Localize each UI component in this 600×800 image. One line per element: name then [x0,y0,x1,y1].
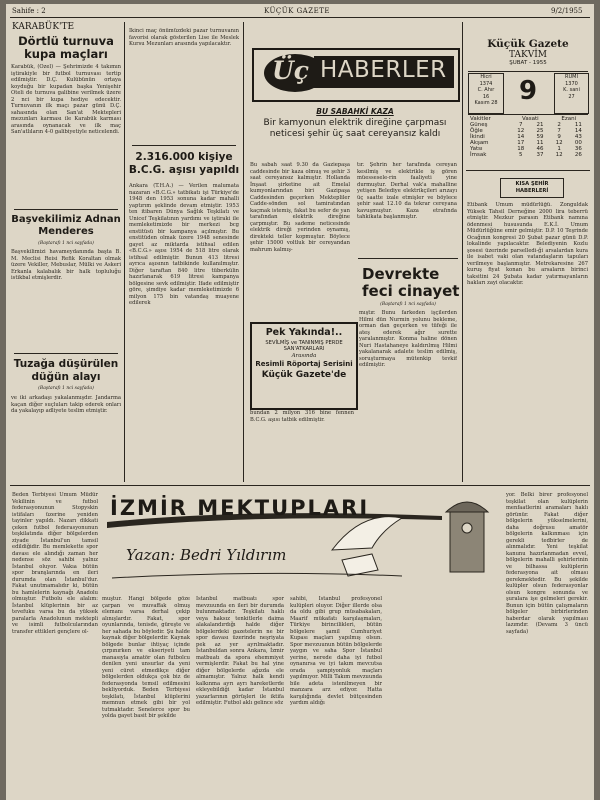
vakit-value: 43 [574,134,582,140]
vakit-value: 59 [536,134,544,140]
vakit-value: 21 [536,122,544,128]
ad-line-1: Pek Yakında!.. [265,327,343,338]
vakit-value: 1 [557,146,561,152]
col-divider-1 [124,22,125,482]
izmir-col-5: yor. Belki birer profesyonel teşkilat olan kulüplerin menfaatlerini aramaları haklı görünür. Fakat diğer bölgelerin yükselmelerini, daha doğrusu amatör bölgelerin kalkınması için gerekli tedbirler de alınmalıdır. Yeni teşkilat kanunu hazırlanmadan evvel, bölgelerin mahalli şehirlerinin ve bilhassa kulüplerin federasyona ait olması gerekmektedir. Bu şekilde kulüpler olsun federasyonlar olsun kongre sonunda ve şuralara işe gelmeleri gerekir. Bunun için bütün çalışmaların bölgeler birbirlerinden haberdar olarak yapılması lazımdır. (Devamı 3 üncü sayfada) [506,492,588,635]
turnuva-continued: İkinci maç önümüzdeki pazar turnuvanın favorisi olarak gösterilen Lise ile Meslek Kursu Mezunları arasında yapılacaktır. [129,28,239,47]
kisa-body: Etibank Umum müdürlüğü. Zonguldak Yüksek Tahsil Derneğine 2000 lira teberrü etmiştir. Mezkur parasın Etibank namına ödenmesi hususunda E.K.İ. Umum Müdürlüğüne emir gelmiştir. D.P. 10 Teşrinde Ocağının kongresi 20 Şubat pazar günü D.P. lokalinde yapılacaktır. Belediyenin Kozlu şosesi üzerinde parselledi-ği arsalardan kura ile isabet vaki olan vatandaşların tapuları verilmeye başlanmıştır. Metrekaresine 267 kuruş fiyat konan bu arsaların birinci taksitini 24 Şubata kadar yatırmayanların hakları zayi olacaktır. [467,202,588,286]
kasim-label: Kasım [474,100,490,106]
rule-1 [14,209,118,210]
col-divider-3 [462,22,463,482]
vakit-value: 14 [517,134,525,140]
menderes-headline: Başvekilimiz Adnan Menderes [11,214,121,237]
takvim-brand: Küçük Gazete [487,38,569,50]
rumi-year: 1370 [565,80,578,87]
izmir-col-2: muştur. Hangi bölgede göze çarpan ve muvaffak olmuş elemanı varsa derhal çekip alınışlardır. Fakat, spor oyunlarında, tenisde, güreşte ve her sahada bu böyledir. Şu halde kaynak diğer bölgelerdir. Kaynak bölgede bunlar ihtiyaç içinde çırpınırken ve ekseriyeti tam manasıyla amatör olan futbolcu denilen yeni unsurlar da yeni yeni cüret etmedikçe diğer bölgelerden oldukça çok biz de federasyonda temsil edilmesini bekliyorduk. Beden Terbiyesi teşkilatı, İstanbul klüplerini memnun etmek gibi bir yol tutmaktadır. Senelerce spor bu yolda gayet basit bir şekilde [102,596,190,719]
bcg-headline: 2.316.000 kişiye B.C.G. aşısı yapıldı [128,151,240,176]
logo-script: Üç [272,56,310,85]
menderes-body: Başvekilimizi havameydanında başta B. M. Meclisi Reisi Refik Koraltan olmak üzere Vekiller, Mebuslar, Mülki ve Askeri Erkanla kalabalık bir halk topluluğu istikbal etmişlerdir. [11,249,121,281]
issue-date: 9/2/1955 [551,7,583,15]
hicri-day: 16 [482,93,490,100]
col-vasati: Vasati [522,116,539,122]
vakit-value: 12 [517,128,525,134]
uc-haberler-logo [252,48,460,102]
vakit-value: 18 [517,146,525,152]
rumi-box [554,73,589,114]
vakit-value: 11 [536,140,544,146]
roportaj-ad [250,322,358,410]
hicri-box [468,73,504,114]
vakit-name: Yatsı [470,146,483,152]
byline-underline [112,573,402,578]
ad-line-2: SEVİLMİŞ ve TANINMIŞ PERDE SAN'ATKARLARI [265,340,343,353]
izmir-banner [102,490,502,590]
tower-dome [446,502,488,512]
tuzak-headline: Tuzağa düşürülen düğün alayı [13,358,119,383]
vakit-value: 7 [557,128,561,134]
takvim-label: TAKVİM [508,50,547,60]
vakit-value: 12 [555,140,563,146]
paper-name: KÜÇÜK GAZETE [264,7,330,15]
col-divider-2 [243,22,244,482]
menderes-source: (Baştarafı 1 nci sayfada) [38,241,94,246]
karabuk-kicker: KARABÜK'TE [12,22,75,32]
izmir-byline: Yazan: Bedri Yıldırım [126,546,287,564]
rule-5 [466,170,590,171]
izmir-banner-title: İZMİR MEKTUPLARI [110,496,370,520]
bcg-body: Ankara (T.H.A.) — Verilen malumata nazaran «B.C.G.» tatbikatı işi Türkiye'de 1948 den 1953 sonuna kadar mahalli yaptırım şeklinde devam etmiştir. 1953 ten itibaren Dünya Sağlık Teşkilatı ve Unicef Teşkilatının yardımı ve iştiraki ile memleketimizde bir merkezi bcg enstitüsü bir kampanya açılmıştır. Bu enstitüden olmak üzere 1948 senesinde gayet az miktarda istihsal edilen «B.C.G.» aşısı 1954 de 518 litre olarak istihsal edilmiştir. Bunun 413 litresi ayrıca aşısının tatbikinde kullanılmıştır. Diğer taraftan 840 litre tüberkülin hazırlanarak 619 litresi kampanya bölgesine sevk edilmiştir. Ifade edilmiştir göre, şimdiye kadar memleketimizde 6 milyon 175 bin vatandaş muayene edilerek [129,183,239,306]
cinayet-body: mıştır. Bunu farkeden işçilerden Hilmi dün Nurmin yolunu bekleme, orman dan geçerken ve tüfeği ile ateş ederek ağır surette yaralanmıştır. Konma haline dönen Nuri Hastahaneye kaldırılmış Hilmi yakalanarak adalete teslim edilmiş, soruşturmaya mütenkip tevkif edilmiştir. [359,310,457,368]
turnuva-headline: Dörtlü turnuva kupa maçları [18,34,114,61]
header-rule [10,17,590,18]
vakitler-table [468,116,588,158]
vakit-name: Güneş [470,122,488,128]
vakit-name: Akşam [470,140,489,146]
bcg-continued: bundan 2 milyon 316 bine fennen B.C.G. aşısı tatbik edilmiştir. [250,410,354,423]
vakit-value: 36 [574,146,582,152]
big-day: 9 [518,76,538,106]
vakit-value: 37 [536,152,544,158]
kaza-col-1: Bu sabah saat 9.30 da Gaziepaşa caddesinde bir kaza olmuş ve şehir 3 saat cereyansız kalmıştır. Hollanda İnşaat şirketine ait Emelal kumyonlarından biri Gazipaşa Caddesinden geçerken Mektepliler Cadde-sönden sol tamiratından kaçmak istemiş, fakat bu sefer de yan tarafından elektrik direğine çarpmıştır. Bu sademe neticesinde elektrik direği yerinden oynamış, direkteki teller kopmuştur. Böylece şehir 15000 voltluk bir cereyandan mahrum kalmış- [250,162,350,253]
col-vakitler: Vakitler [470,116,491,122]
col-ezani: Ezani [561,116,577,122]
vakit-value: 14 [574,128,582,134]
ad-line-3: Arasında [291,352,317,359]
kisa-heading-box [500,178,564,198]
cinayet-source: (Baştarafı 1 nci sayfada) [380,302,436,307]
vakit-value: 17 [517,140,525,146]
rumi-day: 27 [568,93,575,100]
vakit-value: 26 [574,152,582,158]
vakit-name: İmsak [470,152,487,158]
vakit-value: 7 [519,122,523,128]
hicri-head: Hicri [480,74,492,80]
vakit-row [468,152,588,158]
tuzak-source: (Baştarafı 1 nci sayfada) [38,386,94,391]
ad-line-4: Resimli Röportaj Serisini [255,359,353,368]
kisa-heading: KISA ŞEHİR HABERLERİ [515,181,549,194]
takvim-box [466,38,590,66]
vakit-name: Öğle [470,128,483,134]
cinayet-headline: Devrekte feci cinayet [362,265,460,300]
tower-clock [462,523,472,533]
hicri-month: C. Ahır [477,87,495,93]
izmir-col-1: Beden Terbiyesi Umum Müdür Vekilinin ve futbol federasyonunun Stopyskin istifaları üzerine yeniden tayinler yapıldı. Nazarı dikkati çeken futbol federasyonunun teşkilatında diğer bölgelerden ziyade İstanbul'un tamsil edildiğidir. Bu memlekette spor davası ele alındığı zaman her nedense söz sahibi yalnız İstanbul oluyor. Vakıa bütün spor branşlarında en ileri durumda olan İstanbul'dur. Fakat unutmamalıdır ki, bütün bu hamlelerin kaynağı Anadolu olmuştur. Futbolu ele alalım: İstanbul klüplerinin bir az tevefuku varsa bu da yüksek paralarla Anadolunun mektepli ve isimli futbolcularından transfer ettikleri gençlere ol- [12,492,98,635]
ad-line-5: Küçük Gazete'de [261,369,347,380]
rule-2 [14,353,118,354]
rumi-month: K. sani [563,87,580,93]
rumi-head: RUMİ [565,74,578,80]
vakit-value: 25 [536,128,544,134]
izmir-col-3: İstanbul matbuatı spor mevzuunda en ileri bir durumda bulunmaktadır. Teşkilatı haklı veya haksız tenkitlerle daima alakalandırdığı halde diğer bölgelerdeki gazetelerin ne bir spor davası üzerinde neşriyata pek az yer ayrılmaktadır. İstanbuldan sonra Ankara, İzmir matbuatı da spora ehemmiyet vermişlerdir. Fakat bu hal yine diğer bölgelerde ağızda ele almamıştır. Yalnız halk kendi kalkınma ayrı ayrı hareketlerde ekleyebildiği kadar İstanbul yazarlarının görüşleri ile iktifa edilmiştir. Futbol aklı gelince söz [196,596,284,706]
vakit-value: 11 [574,122,582,128]
vakit-name: İkindi [470,134,485,140]
newspaper-page [6,4,594,800]
page-number: Sahife : 2 [12,7,46,15]
vakit-value: 12 [555,152,563,158]
vakit-value: 2 [557,122,561,128]
vakit-value: 46 [536,146,544,152]
takvim-dates [468,71,588,115]
rule-3 [132,145,236,146]
turnuva-body: Karabük, (Özel) — Şehrimizde 4 takımın iştirakiyle bir futbol turnuvası tertip edilmiştir. D.Ç. Kulübünün ortaya koyduğu bir kupadan başka Yenişehir Oteli de turnuva galibine verilmek üzere 2 nci bir kupa hediye edecektir. Turnuvanın ilk maçı pazar günü D.Ç. sahasında olan San'at Mektepleri mezunları karması ile Karabük karması arasında oynanacak ve ilk maç San'atlıların 4-0 galibiyetiyle neticelendi. [11,64,121,135]
rule-4 [358,258,458,259]
tuzak-body: ve iki arkadaşı yakalanmışdır. Jandarma kaçan diğer suçluları takip ederek onları da yakalayıp adliyete teslim etmiştir. [11,395,121,414]
kaza-headline: Bir kamyonun elektrik direğine çarpması neticesi şehir üç saat cereyansız kaldı [263,118,447,139]
hicri-year: 1374 [479,80,493,87]
rule-izmir [10,485,590,486]
kasim-day: 28 [491,100,498,106]
envelope-icon [342,554,378,576]
kaza-subhead: BU SABAHKİ KAZA [316,107,394,116]
takvim-month: ŞUBAT - 1955 [509,60,547,66]
vakitler-body [468,122,588,158]
vakit-value: 5 [519,152,523,158]
clock-tower-icon [450,512,484,572]
kaza-col-2: tır. Şehrin her tarafında cereyan kesilmiş ve elektrikle iş gören müessesele-rin faaliyeti yine durmuştur. Derhal vak'a mahalline yetişen Belediye elektrikçileri arızayı üç saatte izale etmişler ve böylece şehir saat 12.10 da tekrar cereyana kavuşmuştur. Kaza etrafında tahkikata başlanmıştır. [357,162,457,220]
vakit-value: 9 [557,134,561,140]
izmir-col-4: sahibi, İstanbul profesyonel kulüpleri oluyor. Diğer illerde olsa da oldu gibi grup müsabakaları, Maarif mükafatı karşılaşmaları, Türkiye birincilikleri, bütün bölgelere şamil Cumhuriyet Kupası maçları yapılmış olsun. Spor mevzuunun bütün bölgelerde yaygın ve saha Spor İstanbul yerine, nerede daha iyi futbol oynanırsa ve iyi takım mevcutsa orada şampiyonluk maçları yapılmıyor. Milli Takım mevzuunda bile adeta istenilmeyen bir manzara arz ediyor. Hatta karşılığında devlet bütçesinden yardım aldığı [290,596,382,706]
logo-main: HABERLER [320,57,447,83]
dove-icon [332,517,402,550]
vakit-value: 00 [574,140,582,146]
